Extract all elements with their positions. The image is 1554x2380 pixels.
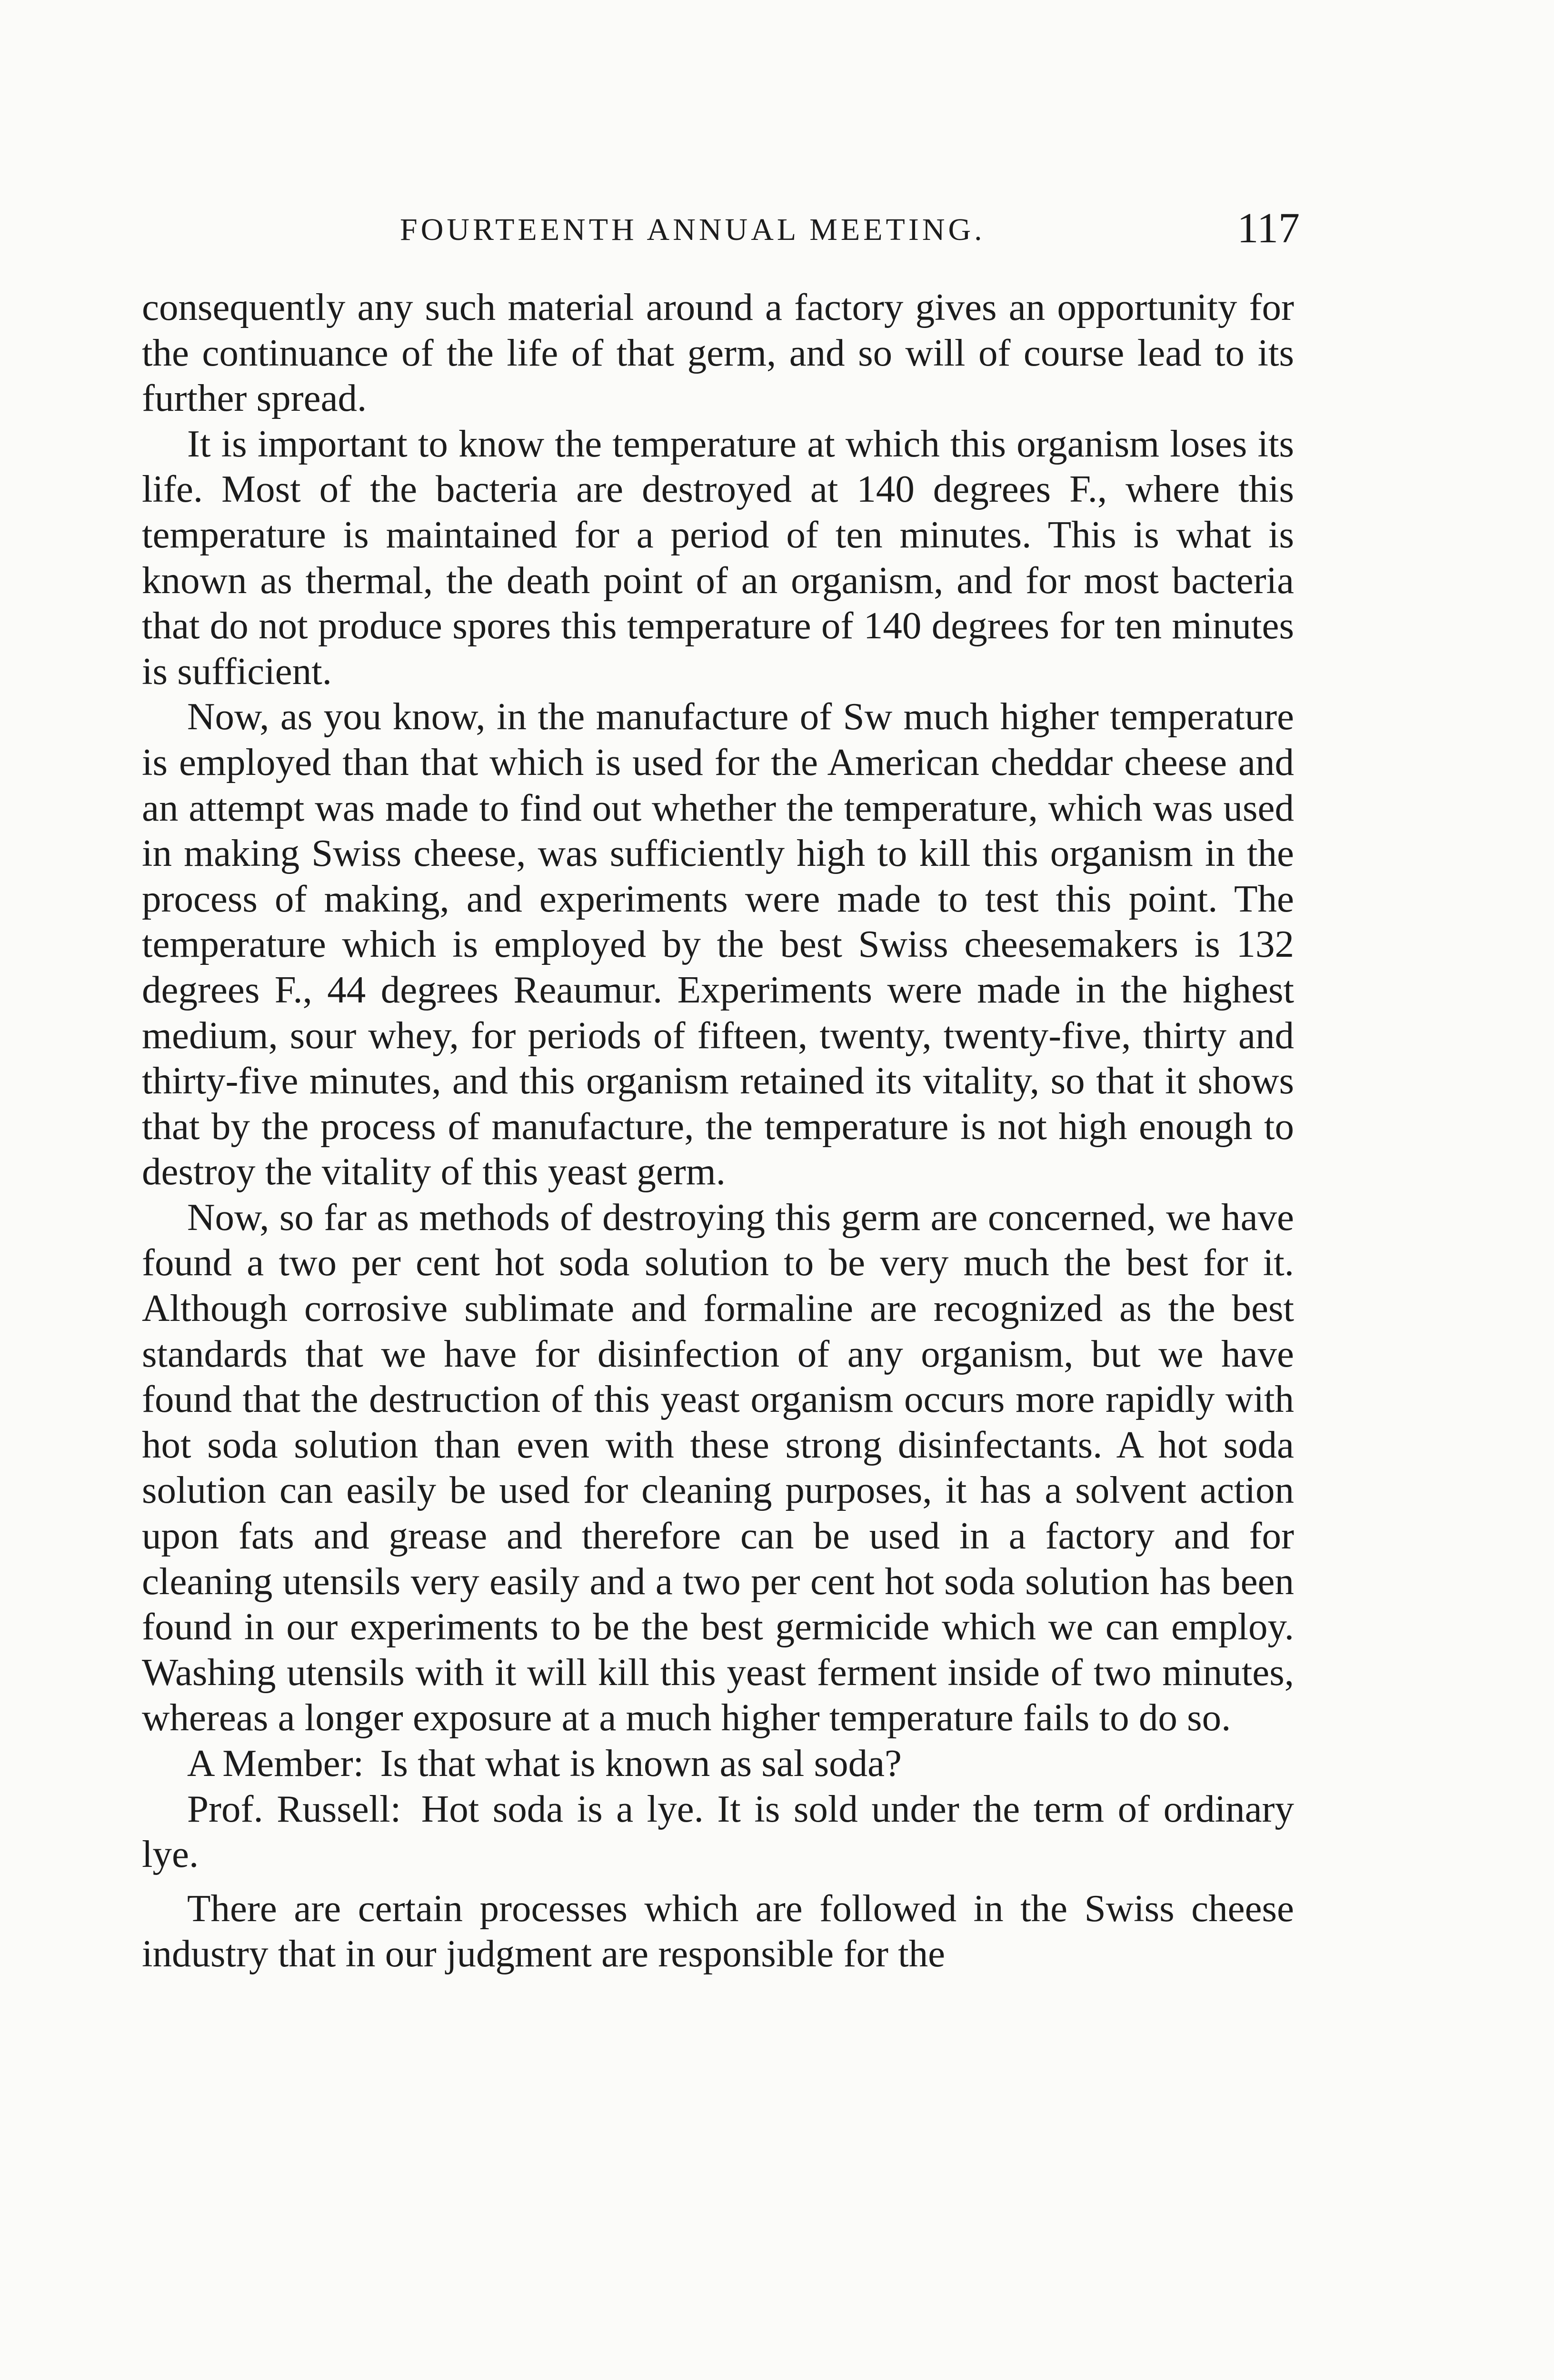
running-head bbox=[148, 205, 1300, 257]
paragraph-soda-solution: Now, so far as methods of destroying this germ are concerned, we have found a two per cent hot soda solution to be very much the best for it. Although corrosive sublimate and formaline are recognized as the best standards that we have for disinfection of any organism, but we have found that the destruction of this yeast organism occurs more rapidly with hot soda solution than even with these strong disinfectants. A hot soda solution can easily be used for cleaning purposes, it has a solvent action upon fats and grease and therefore can be used in a factory and for cleaning utensils very easily and a two per cent hot soda solution has been found in our experiments to be the best germicide which we can employ. Washing utensils with it will kill this yeast ferment inside of two minutes, whereas a longer exposure at a much higher temperature fails to do so. bbox=[142, 1195, 1294, 1739]
paragraph-continued: consequently any such material around a factory gives an opportunity for the continuance of the life of that germ, and so will of course lead to its further spread. bbox=[142, 286, 1294, 420]
paragraph-temperature: It is important to know the temperature at which this organism loses its life. Most of the bacteria are destroyed at 140 degrees F., where this temperature is maintained for a period of ten minutes. This is what is known as thermal, the death point of an organism, and for most bacteria that do not produce spores this temperature of 140 degrees for ten minutes is sufficient. bbox=[142, 422, 1294, 693]
running-title: FOURTEENTH ANNUAL MEETING. bbox=[400, 212, 986, 247]
question-text: Is that what is known as sal soda? bbox=[380, 1742, 902, 1785]
paragraph-processes: There are certain processes which are followed in the Swiss cheese industry that in our judgment are responsible for the bbox=[142, 1886, 1294, 1975]
paragraph-swiss-manufacture: Now, as you know, in the manufacture of Sw much higher temperature is employed than that which is used for the American cheddar cheese and an attempt was made to find out whether the temperature, which was used in making Swiss cheese, was sufficiently high to kill this organism in the process of making, and experiments were made to test this point. The temperature which is employed by the best Swiss cheesemakers is 132 degrees F., 44 degrees Reaumur. Experiments were made in the highest medium, sour whey, for periods of fifteen, twenty, twenty-five, thirty and thirty-five minutes, and this organism retained its vitality, so that it shows that by the process of manufacture, the temperature is not high enough to destroy the vitality of this yeast germ. bbox=[142, 695, 1294, 1193]
body-text bbox=[142, 285, 1294, 1977]
question-paragraph bbox=[142, 1741, 1294, 1786]
answer-speaker: Prof. Russell: bbox=[187, 1787, 401, 1830]
question-speaker: A Member: bbox=[187, 1742, 364, 1785]
answer-text: Hot soda is a lye. It is sold under the term of ordinary lye. bbox=[142, 1787, 1295, 1876]
answer-paragraph bbox=[142, 1786, 1294, 1877]
page-number: 117 bbox=[1237, 205, 1300, 252]
